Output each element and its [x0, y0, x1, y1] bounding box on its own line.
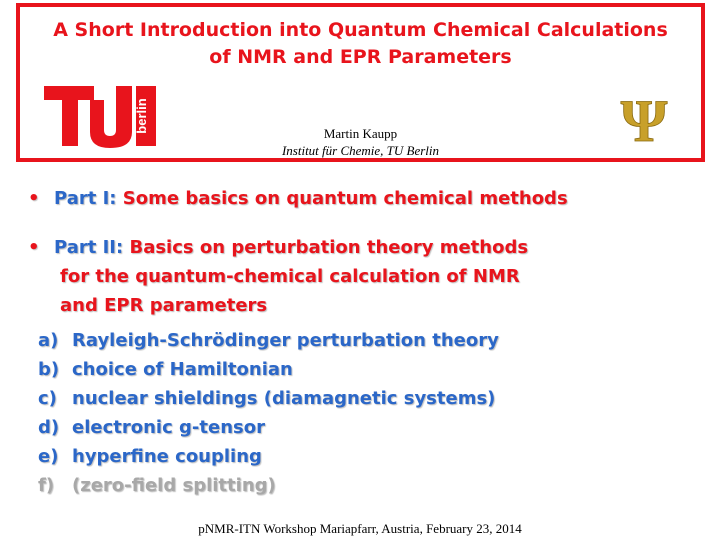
footer-caption: pNMR-ITN Workshop Mariapfarr, Austria, February 23, 2014 [198, 521, 522, 536]
subtopic-list [38, 326, 499, 500]
bullet-text-line-3: and EPR parameters [60, 295, 268, 316]
bullet-label: Part II: [54, 237, 124, 258]
title-line-2: of NMR and EPR Parameters [209, 46, 512, 68]
subtopic-item: e) hyperfine coupling [38, 446, 262, 467]
title-line-1: A Short Introduction into Quantum Chemical Calculations [53, 19, 668, 41]
title-box [16, 3, 705, 162]
subtopic-item: d) electronic g-tensor [38, 417, 265, 438]
bullet-dot: • [28, 188, 40, 209]
author-block [20, 125, 701, 159]
bullet-text: Some basics on quantum chemical methods [116, 188, 568, 209]
bullet-text-line-1: Basics on perturbation theory methods [123, 237, 529, 258]
bullet-dot: • [28, 237, 40, 258]
presentation-title [20, 17, 701, 71]
logo-berlin-text: berlin [134, 98, 149, 134]
subtopic-item: a) Rayleigh-Schrödinger perturbation theory [38, 330, 499, 351]
psi-symbol: Ψ [620, 89, 668, 151]
bullet-label: Part I: [54, 188, 117, 209]
subtopic-item: c) nuclear shieldings (diamagnetic systems) [38, 388, 496, 409]
author-affiliation: Institut für Chemie, TU Berlin [281, 143, 440, 158]
subtopic-item-muted: f) (zero-field splitting) [38, 475, 276, 496]
bullet-text-line-2: for the quantum-chemical calculation of NMR [60, 266, 520, 287]
author-name: Martin Kaupp [323, 126, 398, 141]
subtopic-item: b) choice of Hamiltonian [38, 359, 293, 380]
